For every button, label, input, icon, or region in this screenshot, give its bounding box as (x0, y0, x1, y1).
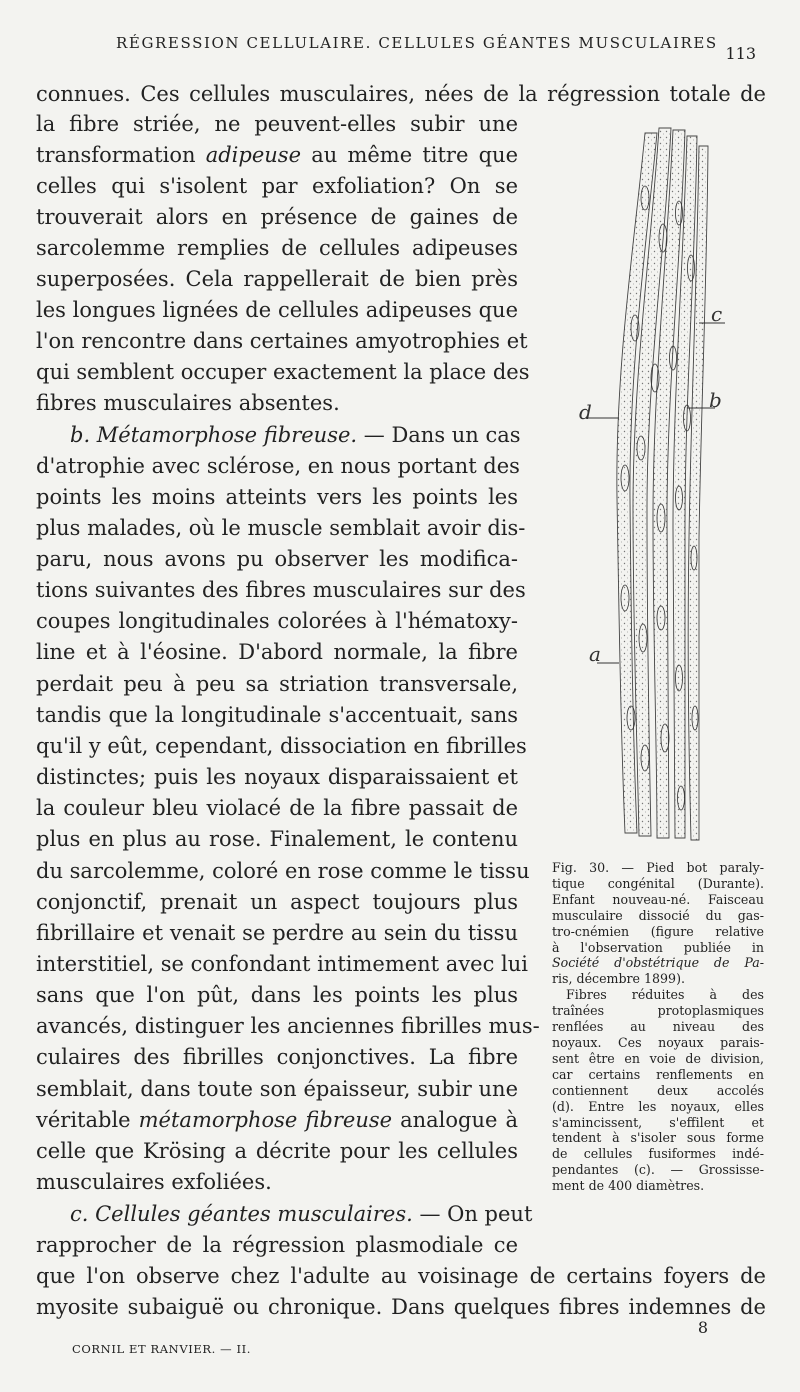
text-run: analogue à (392, 1108, 518, 1132)
text-line: qui semblent occuper exactement la place des (36, 360, 530, 384)
text-line: interstitiel, se confondant intimement avec lui (36, 952, 529, 976)
emphasis-metamorphose: métamorphose fibreuse (138, 1108, 393, 1132)
text-line (36, 141, 518, 169)
running-title: RÉGRESSION CELLULAIRE. CELLULES GÉANTES MUSCULAIRES (116, 34, 718, 52)
text-line: myosite subaiguë ou chronique. Dans quelques fibres indemnes de (36, 1295, 766, 1319)
text-line: connues. Ces cellules musculaires, nées de la régression totale de (36, 82, 766, 106)
text-run: — On peut (412, 1202, 533, 1226)
section-heading-c (70, 1200, 533, 1228)
caption-line: à l'observation publiée in (552, 939, 764, 955)
text-line: fibres musculaires absentes. (36, 391, 340, 415)
text-line: avancés, distinguer les anciennes fibrilles mus- (36, 1014, 540, 1038)
figure-caption (552, 860, 764, 1194)
text-line: celles qui s'isolent par exfoliation? On se (36, 174, 518, 198)
text-line: musculaires exfoliées. (36, 1170, 272, 1194)
caption-line: traînées protoplasmiques (552, 1003, 764, 1019)
text-line: que l'on observe chez l'adulte au voisinage de certains foyers de (36, 1264, 766, 1288)
text-line: plus malades, où le muscle semblait avoir dis- (36, 516, 526, 540)
caption-line: musculaire dissocié du gas- (552, 907, 764, 923)
text-line: distinctes; puis les noyaux disparaissaient et (36, 765, 518, 789)
emphasis-adipeuse: adipeuse (205, 143, 301, 167)
heading-text: b. Métamorphose fibreuse. (70, 423, 358, 447)
figure-label-a: a (589, 642, 601, 666)
figure-label-c: c (711, 302, 723, 326)
caption-line: Société d'obstétrique de Pa- (552, 955, 764, 971)
caption-line: car certains renflements en (552, 1066, 764, 1082)
text-line: tions suivantes des fibres musculaires sur des (36, 578, 526, 602)
text-line: conjonctif, prenait un aspect toujours plus (36, 890, 518, 914)
caption-line: tique congénital (Durante). (552, 875, 764, 891)
text-run: transformation (36, 143, 206, 167)
text-run: au même titre que (301, 143, 518, 167)
caption-line: s'amincissent, s'effilent et (552, 1114, 764, 1130)
text-line: perdait peu à peu sa striation transversale, (36, 672, 518, 696)
text-line: paru, nous avons pu observer les modifica- (36, 547, 518, 571)
footer-authors: CORNIL ET RANVIER. — II. (72, 1342, 252, 1356)
section-heading-b (70, 421, 521, 449)
text-line: d'atrophie avec sclérose, en nous portant des (36, 454, 520, 478)
text-line: semblait, dans toute son épaisseur, subir une (36, 1077, 518, 1101)
text-line: la couleur bleu violacé de la fibre passait de (36, 796, 518, 820)
text-line: line et à l'éosine. D'abord normale, la fibre (36, 640, 518, 664)
text-line: sans que l'on pût, dans les points les plus (36, 983, 518, 1007)
caption-line: ment de 400 diamètres. (552, 1178, 705, 1194)
figure-30-illustration (575, 118, 745, 848)
text-line: trouverait alors en présence de gaines de (36, 205, 518, 229)
text-line: tandis que la longitudinale s'accentuait, sans (36, 703, 518, 727)
text-line: culaires des fibrilles conjonctives. La fibre (36, 1045, 518, 1069)
caption-line: Fig. 30. — Pied bot paraly- (552, 860, 764, 875)
running-head (0, 30, 800, 63)
text-line: les longues lignées de cellules adipeuses que (36, 298, 518, 322)
text-line: fibrillaire et venait se perdre au sein du tissu (36, 921, 518, 945)
text-run: véritable (36, 1108, 139, 1132)
caption-line: (d). Entre les noyaux, elles (552, 1098, 764, 1114)
caption-line: renflées au niveau des (552, 1019, 764, 1035)
text-line: qu'il y eût, cependant, dissociation en fibrilles (36, 734, 527, 758)
text-line: rapprocher de la régression plasmodiale ce (36, 1233, 518, 1257)
caption-line: pendantes (c). — Grossisse- (552, 1162, 764, 1178)
page-number: 113 (725, 44, 756, 63)
caption-line: tendent à s'isoler sous forme (552, 1130, 764, 1146)
caption-line: noyaux. Ces noyaux parais- (552, 1034, 764, 1050)
text-line: sarcolemme remplies de cellules adipeuses (36, 236, 518, 260)
text-line: points les moins atteints vers les points les (36, 485, 518, 509)
figure-label-d: d (579, 400, 592, 424)
text-line: superposées. Cela rappellerait de bien près (36, 267, 518, 291)
text-run: — Dans un cas (357, 423, 521, 447)
caption-line: contiennent deux accolés (552, 1082, 764, 1098)
caption-line: Fibres réduites à des (566, 987, 764, 1003)
heading-text: c. Cellules géantes musculaires. (70, 1202, 413, 1226)
text-line: la fibre striée, ne peuvent-elles subir une (36, 112, 518, 136)
figure-label-b: b (709, 388, 722, 412)
text-line (36, 1106, 518, 1134)
fibre-bundle (617, 128, 708, 840)
text-line: du sarcolemme, coloré en rose comme le tissu (36, 859, 530, 883)
muscle-fibre-drawing (575, 118, 745, 848)
text-line: celle que Krösing a décrite pour les cellules (36, 1139, 518, 1163)
signature-mark: 8 (697, 1318, 708, 1337)
text-line: l'on rencontre dans certaines amyotrophies et (36, 329, 528, 353)
caption-line: ris, décembre 1899). (552, 971, 685, 987)
caption-line: sent être en voie de division, (552, 1050, 764, 1066)
caption-line: de cellules fusiformes indé- (552, 1146, 764, 1162)
text-line: coupes longitudinales colorées à l'hématoxy- (36, 609, 518, 633)
caption-line: Enfant nouveau-né. Faisceau (552, 891, 764, 907)
caption-line: tro-cnémien (figure relative (552, 923, 764, 939)
text-line: plus en plus au rose. Finalement, le contenu (36, 827, 518, 851)
